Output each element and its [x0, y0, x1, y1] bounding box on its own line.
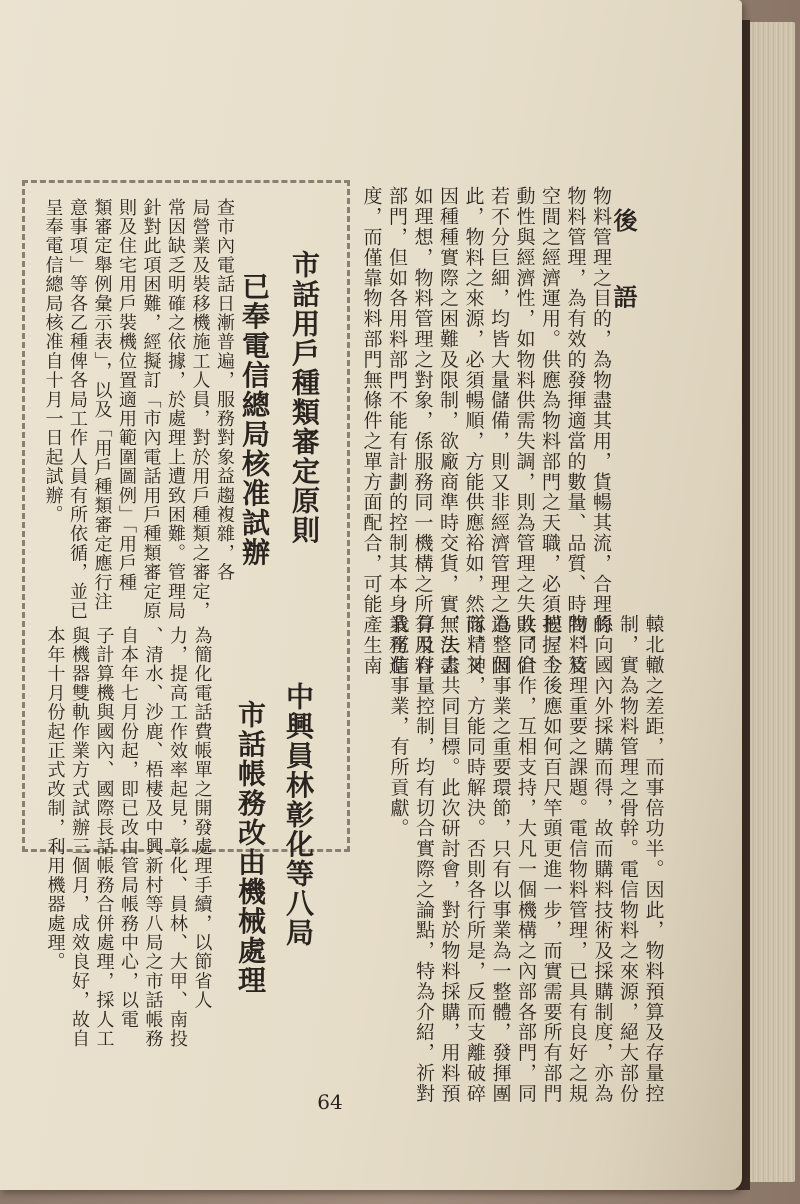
page-number: 64 — [317, 1090, 343, 1114]
notice2-body: 為簡化電話費帳單之開發處理手續，以節省人 力，提高工作效率起見，彰化、員林、大甲、南投 、清水、沙鹿、梧棲及中興新村等八局之市話帳務 自本年七月份起，即已改由管局帳務中心，以電 子計算機與國內、國際長話帳務合併處理，採人工 與機器雙軌作業方式試辦三個月，成效良好，故自 本年十月份起正式改制，利用機器處理。 — [44, 626, 213, 1049]
notice1-subtitle: 已奉電信總局核准試辦 — [238, 272, 271, 567]
notice2-title: 中興員林彰化等八局 — [282, 682, 315, 948]
afterword-body-lower: 轅北轍之差距，而事倍功半。因此，物料預算及存量控 制，實為物料管理之骨幹。電信物料之來源，絕大部份 係向國內外採購而得，故而購料技術及採購制度，亦為 物料管理重要之課題。電信物料管理，已具有良好之規 模，今後應如何百尺竿頭更進一步，而實需要所有部門 共同合作，互相支持，大凡一個機構之內部各部門，同 為整個事業之重要環節，只有以事業為一整體，發揮團 隊精神，方能同時解決。否則各行所是，反而支離破碎 ，失去共同目標。此次研討會，對於物料採購，用料預 算及存量控制，均有切合實際之論點，特為介紹，祈對 我電信事業，有所貢獻。 — [387, 614, 665, 1104]
afterword-body-upper: 物料管理之目的，為物盡其用，貨暢其流，合理的 物料管理，為有效的發揮適當的數量、品質、時間、及 空間之經濟運用。供應為物料部門之天職，必須把握主 動性與經濟性，如物料供需失調，則為管理之失敗，但 若不分巨細，均皆大量儲備，則又非經濟管理之道。因 此，物料之來源，必須暢順，方能供應裕如，然而，又 因種種實際之困難及限制，欲廠商準時交貨，實無法盡 如理想，物料管理之對象，係服務同一機構之所有用料 部門，但如各用料部門不能有計劃的控制其本身業務進 度，而僅靠物料部門無條件之單方面配合，可能產生南 — [360, 186, 612, 676]
notice2-subtitle: 市話帳務改由機械處理 — [234, 700, 267, 995]
notice1-body: 查市內電話日漸普遍，服務對象益趨複雜，各 局營業及裝移機施工人員，對於用戶種類之審定， 常因缺乏明確之依據，於處理上遭致困難。管理局 針對此項困難，經擬訂「市內電話用戶種類審定原 則及住宅用戶裝機位置適用範圍圖例」「用戶種 類審定舉例彙示表」，以及「用戶種類審定應行注 意事項」等各乙種俾各局工作人員有所依循，並已 呈奉電信總局核准自十月一日起試辦。 — [42, 198, 235, 621]
notice1-title: 市話用戶種類審定原則 — [288, 250, 321, 545]
afterword-title: 後 語 — [609, 208, 638, 331]
